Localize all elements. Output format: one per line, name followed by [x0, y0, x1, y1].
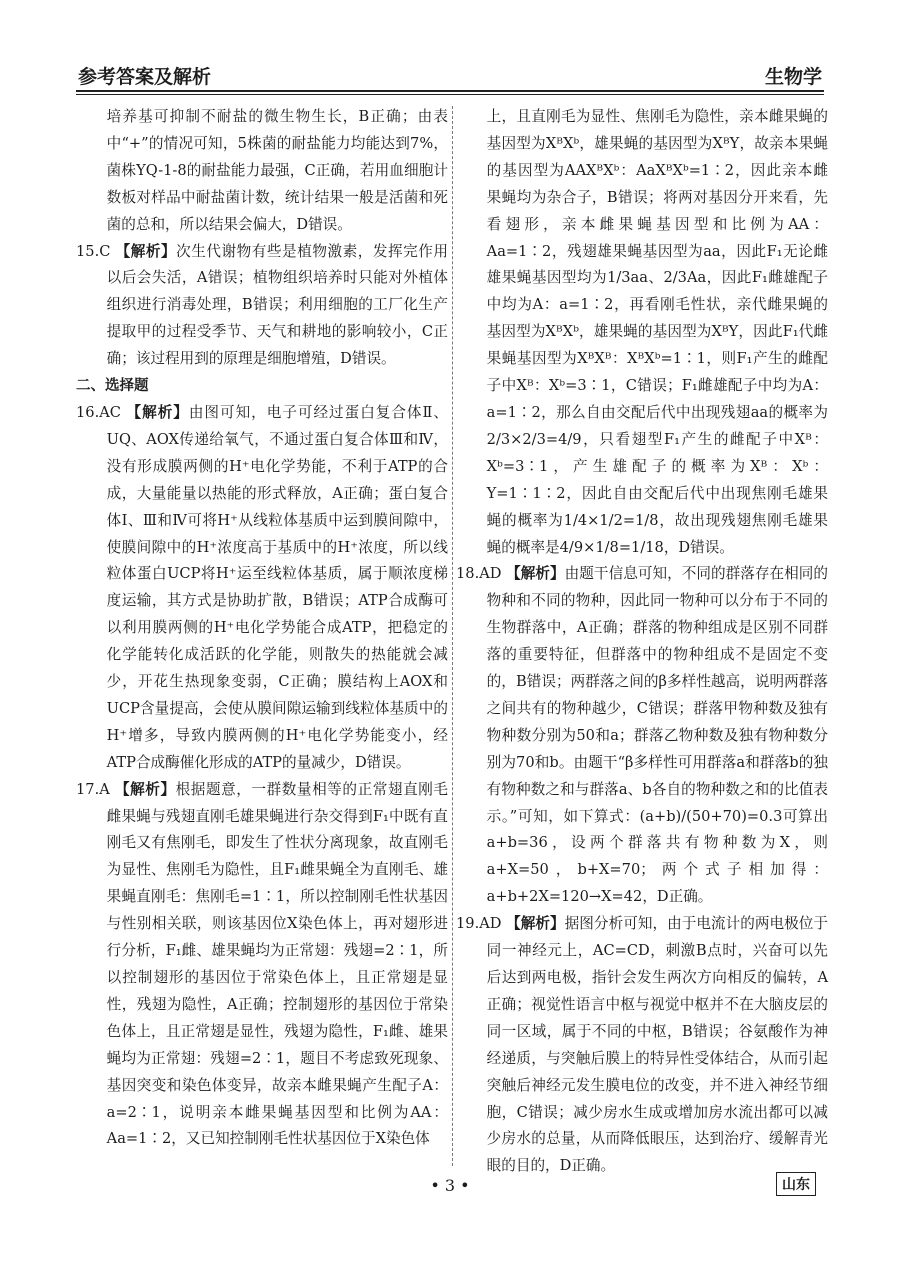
header-title: 参考答案及解析 — [78, 66, 212, 88]
answer-16-text: 由图可知，电子可经过蛋白复合体Ⅱ、UQ、AOX传递给氧气，不通过蛋白复合体Ⅲ和Ⅳ，没有形成膜两侧的H⁺电化学势能，不利于ATP的合成，大量能量以热能的形式释放，A正确；蛋白复合体Ⅰ、Ⅲ和Ⅳ可将H⁺从线粒体基质中运到膜间隙中，使膜间隙中的H⁺浓度高于基质中的H⁺浓度，所以线粒体蛋白UCP将H⁺运至线粒体基质，属于顺浓度梯度运输，其方式是协助扩散，B错误；ATP合成酶可以利用膜两侧的H⁺电化学势能合成ATP，把稳定的化学能转化成活跃的化学能，则散失的热能就会减少，开花生热现象变弱，C正确；膜结构上AOX和UCP含量提高，会使从膜间隙运输到线粒体基质中的H⁺增多，导致内膜两侧的H⁺电化学势能变小，经ATP合成酶催化形成的ATP的量减少，D错误。 — [106, 403, 448, 771]
answer-17-text: 根据题意，一群数量相等的正常翅直刚毛雌果蝇与残翅直刚毛雄果蝇进行杂交得到F₁中既有直刚毛又有焦刚毛，即发生了性状分离现象，故直刚毛为显性、焦刚毛为隐性，且F₁雌果蝇全为直刚毛、雄果蝇直刚毛：焦刚毛=1∶1，所以控制刚毛性状基因与性别相关联，则该基因位X染色体上，再对翅形进行分析，F₁雌、雄果蝇均为正常翅：残翅=2∶1，所以控制翅形的基因位于常染色体上，且正常翅是显性，残翅为隐性，A正确；控制翅形的基因位于常染色体上，且正常翅是显性，残翅为隐性，F₁雌、雄果蝇均为正常翅：残翅=2∶1，题目不考虑致死现象、基因突变和染色体变异，故亲本雌果蝇产生配子A：a=2∶1，说明亲本雌果蝇基因型和比例为AA：Aa=1∶2，又已知控制刚毛性状基因位于X染色体 — [106, 780, 448, 1148]
analysis-tag: 【解析】 — [115, 242, 177, 260]
answer-17 — [76, 777, 448, 1154]
header-rule-thick — [76, 90, 824, 92]
answer-19-number: 19.AD — [456, 915, 502, 933]
right-column — [456, 104, 828, 1180]
section-heading: 二、选择题 — [76, 378, 149, 395]
analysis-tag: 【解析】 — [506, 565, 565, 583]
analysis-tag: 【解析】 — [126, 403, 189, 421]
continued-paragraph: 上，且直刚毛为显性、焦刚毛为隐性，亲本雌果蝇的基因型为XᴮXᵇ，雄果蝇的基因型为XᴮY，故亲本果蝇的基因型为AAXᴮXᵇ：AaXᴮXᵇ=1∶2，因此亲本雌果蝇均为杂合子，B错误；将两对基因分开来看，先看翅形，亲本雌果蝇基因型和比例为AA：Aa=1∶2，残翅雄果蝇基因型为aa，因此F₁无论雌雄果蝇基因型均为1/3aa、2/3Aa，因此F₁雌雄配子中均为A：a=1∶2，再看刚毛性状，亲代雌果蝇的基因型为XᴮXᵇ，雄果蝇的基因型为XᴮY，因此F₁代雌果蝇基因型为XᴮXᴮ：XᴮXᵇ=1∶1，则F₁产生的雌配子中Xᴮ：Xᵇ=3∶1，C错误；F₁雌雄配子中均为A：a=1∶2，那么自由交配后代中出现残翅aa的概率为2/3×2/3=4/9，只看翅型F₁产生的雌配子中Xᴮ：Xᵇ=3∶1，产生雄配子的概率为Xᴮ：Xᵇ：Y=1∶1∶2，因此自由交配后代中出现焦刚毛雄果蝇的概率为1/4×1/2=1/8，故出现残翅焦刚毛雄果蝇的概率是4/9×1/8=1/18，D错误。 — [486, 108, 828, 556]
answer-18-number: 18.AD — [456, 565, 502, 583]
page-number: • 3 • — [430, 1176, 470, 1195]
answer-16 — [76, 400, 448, 777]
left-column — [76, 104, 448, 1153]
page-header — [76, 58, 824, 92]
header-rule-thin — [76, 94, 824, 95]
answer-18 — [456, 561, 828, 911]
analysis-tag: 【解析】 — [506, 915, 565, 933]
header-subject: 生物学 — [764, 66, 822, 88]
analysis-tag: 【解析】 — [114, 780, 176, 798]
answer-18-text: 由题干信息可知，不同的群落存在相同的物种和不同的物种，因此同一物种可以分布于不同的生物群落中，A正确；群落的物种组成是区别不同群落的重要特征，但群落中的物种组成不是固定不变的，B错误；两群落之间的β多样性越高，说明两群落之间共有的物种越少，C错误；群落甲物种数及独有物种数分别为50和a；群落乙物种数及独有物种数分别为70和b。由题干“β多样性可用群落a和群落b的独有物种数之和与群落a、b各自的物种数之和的比值表示。”可知，如下算式：(a+b)/(50+70)=0.3可算出a+b=36，设两个群落共有物种数为X，则a+X=50，b+X=70；两个式子相加得：a+b+2X=120→X=42，D正确。 — [486, 565, 828, 906]
answer-17-number: 17.A — [76, 780, 110, 798]
region-badge: 山东 — [776, 1172, 816, 1196]
answer-19 — [456, 911, 828, 1180]
answer-15-text: 次生代谢物有些是植物激素，发挥完作用以后会失活，A错误；植物组织培养时只能对外植体组织进行消毒处理，B错误；利用细胞的工厂化生产提取甲的过程受季节、天气和耕地的影响较小，C正确；该过程用到的原理是细胞增殖，D错误。 — [106, 242, 448, 368]
answer-15 — [76, 239, 448, 374]
continued-paragraph: 培养基可抑制不耐盐的微生物生长，B正确；由表中“+”的情况可知，5株菌的耐盐能力均能达到7%，菌株YQ-1-8的耐盐能力最强，C正确，若用血细胞计数板对样品中耐盐菌计数，统计结果一般是活菌和死菌的总和，所以结果会偏大，D错误。 — [106, 108, 448, 233]
answer-15-number: 15.C — [76, 242, 111, 260]
answer-19-text: 据图分析可知，由于电流计的两电极位于同一神经元上，AC=CD，刺激B点时，兴奋可以先后达到两电极，指针会发生两次方向相反的偏转，A正确；视觉性语言中枢与视觉中枢并不在大脑皮层的同一区域，属于不同的中枢，B错误；谷氨酸作为神经递质，与突触后膜上的特异性受体结合，从而引起突触后神经元发生膜电位的改变，并不进入神经节细胞，C错误；减少房水生成或增加房水流出都可以减少房水的总量，从而降低眼压，达到治疗、缓解青光眼的目的，D正确。 — [486, 915, 828, 1175]
column-divider — [452, 106, 453, 1166]
answer-16-number: 16.AC — [76, 403, 121, 421]
